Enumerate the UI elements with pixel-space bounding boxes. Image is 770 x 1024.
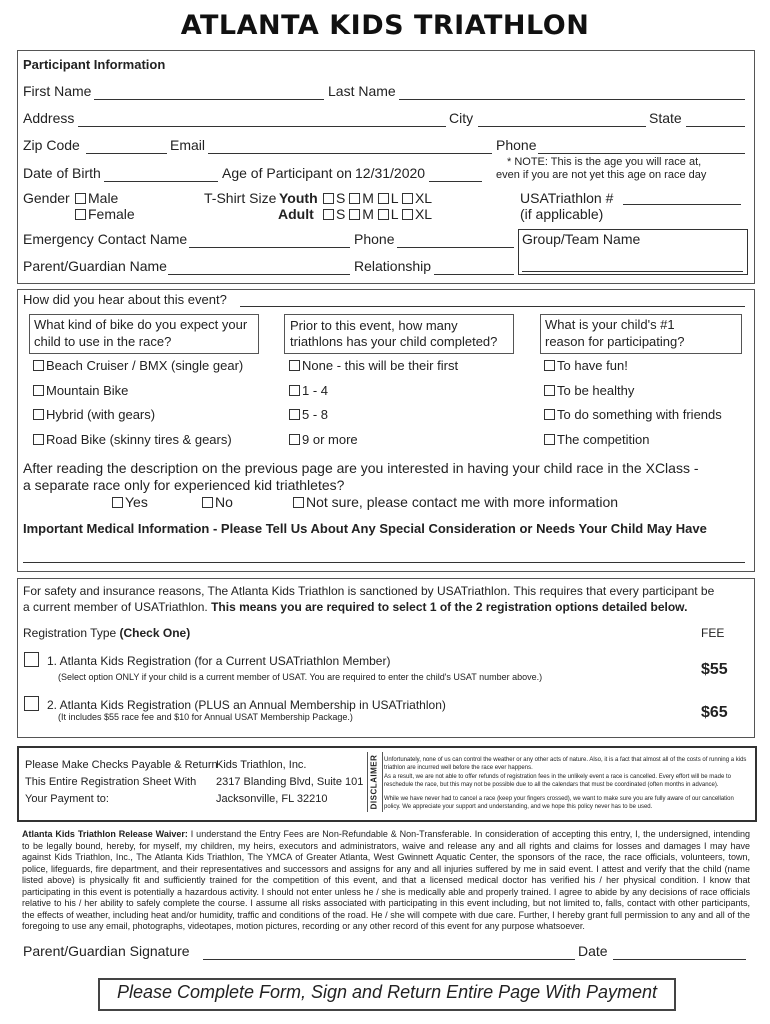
release-waiver — [22, 829, 750, 933]
disclaimer-p1: Unfortunately, none of us can control the weather or any other acts of nature. Also, it is a fact that almost all of the costs of running a kids triathlon are incurred well before the race ever happens. — [384, 757, 747, 771]
first-name-field[interactable] — [94, 99, 324, 100]
option1-checkbox[interactable] — [24, 652, 39, 672]
bike-option[interactable]: Beach Cruiser / BMX (single gear) — [33, 358, 243, 373]
last-name-label: Last Name — [328, 83, 396, 99]
usat-field[interactable] — [623, 204, 741, 205]
phone-field[interactable] — [538, 153, 745, 154]
bike-question-line2: child to use in the race? — [34, 334, 172, 349]
option2-checkbox[interactable] — [24, 696, 39, 716]
email-field[interactable] — [208, 153, 492, 154]
age-date: 12/31/2020 — [355, 165, 426, 181]
first-name-label: First Name — [23, 83, 92, 99]
signature-field[interactable] — [203, 959, 575, 960]
registration-intro-line2: a current member of USATriathlon. This means you are required to select 1 of the 2 registration options detailed below. — [23, 600, 688, 614]
payable-line3: Your Payment to: — [25, 793, 109, 805]
triathlon-option[interactable]: 1 - 4 — [289, 383, 328, 398]
triathlon-option[interactable]: 9 or more — [289, 432, 358, 447]
adult-size-options — [323, 206, 432, 222]
participant-heading: Participant Information — [23, 57, 166, 72]
page-title: ATLANTA KIDS TRIATHLON — [180, 10, 590, 41]
bike-option[interactable]: Mountain Bike — [33, 383, 128, 398]
youth-size-xl[interactable]: XL — [402, 190, 432, 206]
registration-type-label: Registration Type (Check One) — [23, 626, 191, 640]
phone-label: Phone — [496, 137, 537, 153]
tshirt-youth-label: Youth — [279, 190, 318, 206]
option1-sub: (Select option ONLY if your child is a current member of USAT. You are required to enter the child's USAT number above.) — [58, 672, 543, 682]
triathlon-question-line2: triathlons has your child completed? — [290, 334, 498, 349]
xclass-notsure-option[interactable]: Not sure, please contact me with more information — [293, 494, 618, 510]
gender-male-label: Male — [88, 190, 119, 206]
gender-male-option[interactable] — [75, 190, 118, 206]
emergency-field[interactable] — [189, 247, 350, 248]
zip-label: Zip Code — [23, 137, 80, 153]
tshirt-label: T-Shirt Size — [204, 190, 277, 206]
reason-option[interactable]: To be healthy — [544, 383, 634, 398]
payable-line2: This Entire Registration Sheet With — [25, 776, 197, 788]
email-label: Email — [170, 137, 206, 153]
age-label: Age of Participant on — [222, 165, 352, 181]
city-label: City — [449, 110, 474, 126]
guardian-field[interactable] — [168, 274, 350, 275]
xclass-yes-option[interactable]: Yes — [112, 494, 148, 510]
youth-size-options — [323, 190, 432, 206]
option1-price: $55 — [701, 661, 728, 678]
gender-female-label: Female — [88, 206, 135, 222]
triathlon-option[interactable]: None - this will be their first — [289, 358, 458, 373]
bike-option[interactable]: Hybrid (with gears) — [33, 407, 155, 422]
youth-size-l[interactable]: L — [378, 190, 398, 206]
reason-option[interactable]: The competition — [544, 432, 650, 447]
emergency-phone-label: Phone — [354, 231, 395, 247]
registration-intro-line1: For safety and insurance reasons, The Atlanta Kids Triathlon is sanctioned by USATriathlon. This requires that every participant be — [23, 584, 715, 598]
state-field[interactable] — [686, 126, 745, 127]
relationship-field[interactable] — [434, 274, 514, 275]
payable-line1: Please Make Checks Payable & Return — [25, 759, 218, 771]
reason-question-line2: reason for participating? — [545, 334, 685, 349]
age-field[interactable] — [429, 181, 482, 182]
payee-address: 2317 Blanding Blvd, Suite 101 — [216, 776, 364, 788]
usat-label: USATriathlon # — [520, 190, 614, 206]
adult-size-xl[interactable]: XL — [402, 206, 432, 222]
tshirt-adult-label: Adult — [278, 206, 314, 222]
age-note-line2: even if you are not yet this age on race day — [496, 169, 707, 181]
date-label: Date — [578, 943, 608, 959]
option2-sub: (It includes $55 race fee and $10 for Annual USAT Membership Package.) — [58, 712, 353, 722]
option2-price: $65 — [701, 704, 728, 721]
adult-size-l[interactable]: L — [378, 206, 398, 222]
group-team-field[interactable] — [522, 271, 743, 272]
relationship-label: Relationship — [354, 258, 432, 274]
signature-label: Parent/Guardian Signature — [23, 943, 190, 959]
emergency-label: Emergency Contact Name — [23, 231, 188, 247]
reason-option[interactable]: To do something with friends — [544, 407, 722, 422]
bike-question-line1: What kind of bike do you expect your — [34, 317, 248, 332]
xclass-question-line1: After reading the description on the previous page are you interested in having your child race in the XClass - — [23, 460, 699, 476]
gender-label: Gender — [23, 190, 70, 206]
guardian-label: Parent/Guardian Name — [23, 258, 167, 274]
checkbox-icon[interactable] — [75, 209, 86, 220]
xclass-question-line2: a separate race only for experienced kid triathletes? — [23, 477, 345, 493]
dob-label: Date of Birth — [23, 165, 101, 181]
payee-name: Kids Triathlon, Inc. — [216, 759, 307, 771]
date-field[interactable] — [613, 959, 746, 960]
disclaimer-label: DISCLAIMER — [369, 754, 379, 810]
hear-label: How did you hear about this event? — [23, 292, 227, 307]
adult-size-s[interactable]: S — [323, 206, 345, 222]
emergency-phone-field[interactable] — [397, 247, 514, 248]
city-field[interactable] — [478, 126, 646, 127]
group-team-label: Group/Team Name — [522, 231, 641, 247]
gender-female-option[interactable] — [75, 206, 135, 222]
age-note-line1: * NOTE: This is the age you will race at, — [507, 156, 702, 168]
dob-field[interactable] — [104, 181, 218, 182]
address-field[interactable] — [78, 126, 446, 127]
youth-size-m[interactable]: M — [349, 190, 374, 206]
reason-option[interactable]: To have fun! — [544, 358, 628, 373]
fee-label: FEE — [701, 626, 725, 640]
footer-instructions: Please Complete Form, Sign and Return Entire Page With Payment — [116, 982, 658, 1002]
last-name-field[interactable] — [399, 99, 745, 100]
option1-label: 1. Atlanta Kids Registration (for a Current USATriathlon Member) — [47, 654, 391, 668]
youth-size-s[interactable]: S — [323, 190, 345, 206]
medical-heading: Important Medical Information - Please Tell Us About Any Special Consideration or Needs Your Child May Have — [23, 521, 707, 536]
option2-label: 2. Atlanta Kids Registration (PLUS an Annual Membership in USATriathlon) — [47, 698, 446, 712]
checkbox-icon[interactable] — [75, 193, 86, 204]
state-label: State — [649, 110, 682, 126]
triathlon-option[interactable]: 5 - 8 — [289, 407, 328, 422]
disclaimer-p2: As a result, we are not able to offer refunds of registration fees in the unlikely event a race is cancelled. Every effort will be made to reschedule the race, but this may not be possible due to all the calendars that must be coordinated (often months in advance). — [384, 774, 731, 788]
hear-field[interactable] — [240, 306, 745, 307]
address-label: Address — [23, 110, 75, 126]
xclass-no-option[interactable]: No — [202, 494, 233, 510]
medical-field[interactable] — [23, 562, 745, 563]
usat-sub-label: (if applicable) — [520, 206, 604, 222]
triathlon-question-line1: Prior to this event, how many — [290, 318, 458, 333]
waiver-title: Atlanta Kids Triathlon Release Waiver: — [22, 829, 188, 839]
adult-size-m[interactable]: M — [349, 206, 374, 222]
payee-city: Jacksonville, FL 32210 — [216, 793, 328, 805]
bike-option[interactable]: Road Bike (skinny tires & gears) — [33, 432, 232, 447]
waiver-body: I understand the Entry Fees are Non-Refundable & Non-Transferable. In consideration of accepting this entry, I, the undersigned, intending to be legally bound, hereby, for myself, my children, my heirs, executors and administrators, waive and release any and all rights and claims for losses and damages I may have against Kids Triathlon, Inc., The Atlanta Kids Triathlon, The YMCA of Greater Atlanta, West Gwinnett Aquatic Center, the sponsors of the race, the race officials, volunteers, town, police, lifeguards, fire department, and their representatives and successors and assigns for any and all injuries suffered by me in said event. I attest and verify that the child (name listed above) is physically fit and sufficiently trained for the competition of this event, and that a licensed medical doctor has verified his / her physical condition. I know that participating in this event is potentially a hazardous activity. I should not enter unless he / she is medically able and properly trained. I agree to abide by any decisions of race officials relative to his / her ability to safely complete the course. I assume all risks associated with participating in this event including, but not limited to, falls, contact with other participants, the effects of weather, including heat and/or humidity, traffic and conditions of the road. He / she will compete with due care. Further, I hereby grant full permission to any and all of the foregoing to use any email, photographs, videotapes, motion pictures, recording or any other record of this event for any purpose whatsoever. — [22, 829, 750, 931]
zip-field[interactable] — [86, 153, 167, 154]
reason-question-line1: What is your child's #1 — [545, 317, 675, 332]
disclaimer-p3: While we have never had to cancel a race (keep your fingers crossed), we want to make sure you are fully aware of our cancellation policy. We appreciate your support and understanding, and we hope this policy never has to be used. — [384, 796, 734, 810]
